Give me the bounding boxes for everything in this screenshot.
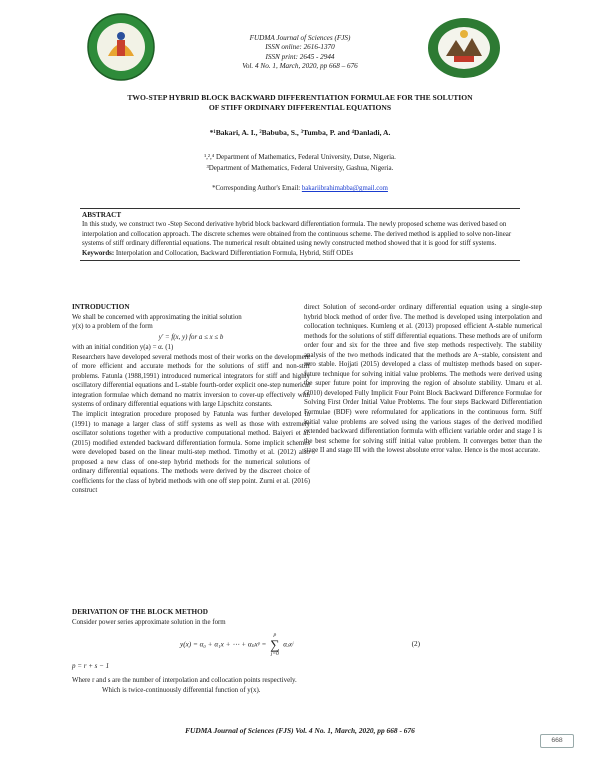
eq2-rhs: αⱼxʲ [283,640,294,649]
title-line-1: TWO-STEP HYBRID BLOCK BACKWARD DIFFERENTIATION FORMULAE FOR THE SOLUTION [127,93,473,102]
authors: *¹Bakari, A. I., ²Babuba, S., ³Tumba, P. and ⁴Danladi, A. [209,128,391,137]
intro-p2: Researchers have developed several methods most of their works on the development of more efficient and accurate methods for the solutions of stiff and non-stiff problems. Fatunla (1988,1991) introduced numerical integrators for stiff and highly oscillatory differential equations and L-stable fourth-order explicit one-step numerical integration formulae which demand no matrix inversion to cover-up effectively with systems of ordinary differential equations with large Lipschitz constants. [72,353,310,409]
abstract-box [80,208,520,261]
right-col-paragraph: direct Solution of second-order ordinary differential equation using a single-step hybrid block method of order five. The method is developed using interpolation and collocation techniques. Kumleng et al. (2013) proposed efficient A-stable numerical methods for the solutions of stiff differential equations. These methods are of uniform order four and six for the three and five step methods respectively. The stability analysis of the two methods indicated that the methods are A−stable, consistent and zero stable. Hojjati (2015) developed a class of multistep methods based on super-future technique for solving initial value problems. The methods were derived using the super future point for improving the region of absolute stability. Umaru et al. (2010) developed Fully Implicit Four Point Block Backward Difference Formulae for Solving First Order Initial Value Problems. The four steps Backward Differentiation Formulae (BDF) were reformulated for applications in the continuous form. Stiff initial value problems are solved using the various stages of the derived modified extended backward differentiation formula with efficient variable order and stage I is the best scheme for solving stiff initial value problem. It converges better than the stage II and stage III with the lowest absolute error value. Hence is the most accurate. [304,304,542,455]
intro-p1c: with an initial condition y(a) = α. (1) [72,344,174,352]
email-label: *Corresponding Author's Email: [212,185,302,192]
derivation-section [72,608,528,627]
email-link[interactable]: bakariibrahimabba@gmail.com [301,185,388,192]
eq2-lhs: y(x) = α₀ + α₁x + ⋯ + αₚxᵖ = [180,640,267,649]
issn-print: ISSN print: 2645 - 2944 [265,52,335,61]
affiliations [120,152,480,174]
abstract-text: In this study, we construct two -Step Second derivative hybrid block backward differentiation formula. The newly proposed scheme was derived based on interpolation and collocation approach. The discrete schemes were obtained from the continuous scheme. The derived method is applied to solve non-linear systems of stiff ordinary differential equations. The numerical result obtained using newly constructed method showed that it is good for stiff systems. [82,221,512,248]
introduction-heading: INTRODUCTION [72,303,130,311]
sigma-symbol: ∑ [270,637,280,652]
volume-info: Vol. 4 No. 1, March, 2020, pp 668 – 676 [242,62,358,71]
left-column [72,303,310,496]
correspondence [120,185,480,192]
page-number: 668 [540,734,574,748]
eq2-sum [270,632,279,658]
paper-title [70,93,530,113]
page-footer: FUDMA Journal of Sciences (FJS) Vol. 4 No. 1, March, 2020, pp 668 - 676 [185,726,415,735]
which-text: Which is twice-continuously differential function of y(x). [102,686,261,694]
fudma-journal-logo [86,12,156,82]
intro-p1b: y(x) to a problem of the form [72,323,153,331]
equation-1: y′ = f(x, y) for a ≤ x ≤ b [158,333,224,341]
issn-online: ISSN online: 2616-1370 [265,43,335,52]
journal-header [180,34,420,72]
title-line-2: OF STIFF ORDINARY DIFFERENTIAL EQUATIONS [208,103,392,112]
affiliation-2: ³Department of Mathematics, Federal University, Gashua, Nigeria. [206,164,394,172]
derivation-heading: DERIVATION OF THE BLOCK METHOD [72,608,208,616]
journal-name: FUDMA Journal of Sciences (FJS) [249,34,351,42]
intro-p3: The implicit integration procedure proposed by Fatunla was further developed in (1991) to manage a larger class of stiff systems as well as those with extremely oscillator solutions together with a productive computational method. Baiyeri et al. (2015) modified extended backward differentiation formula. Some implicit schemes were developed based on the linear multi-step method. Timothy et al. (2012) also proposed a new class of one-step hybrid methods for the numerical solutions of ordinary differential equations. The methods were derived by the discreet choice of coefficients for the class of hybrid methods with one off step point. Zurni et al. (2016) construct [72,411,310,495]
sum-lower-limit: j=0 [270,651,279,657]
abstract-heading: ABSTRACT [82,211,122,219]
keywords-label: Keywords: [82,249,115,257]
keywords-text: Interpolation and Collocation, Backward Differentiation Formula, Hybrid, Stiff ODEs [115,249,354,257]
affiliation-1: ¹,²,⁴ Department of Mathematics, Federal University, Dutse, Nigeria. [204,153,396,161]
equation-2 [180,632,510,658]
p-relation: p = r + s − 1 [72,662,110,670]
keywords [82,250,518,257]
derivation-notes [72,676,528,695]
federal-university-dutsin-ma-logo [426,16,502,80]
sum-upper-limit: p [273,632,277,638]
eq2-number: (2) [411,640,420,648]
where-text: Where r and s are the number of interpolation and collocation points respectively. [72,677,297,684]
right-column [304,303,542,456]
derivation-intro: Consider power series approximate solution in the form [72,618,226,626]
intro-p1a: We shall be concerned with approximating the initial solution [72,313,242,321]
